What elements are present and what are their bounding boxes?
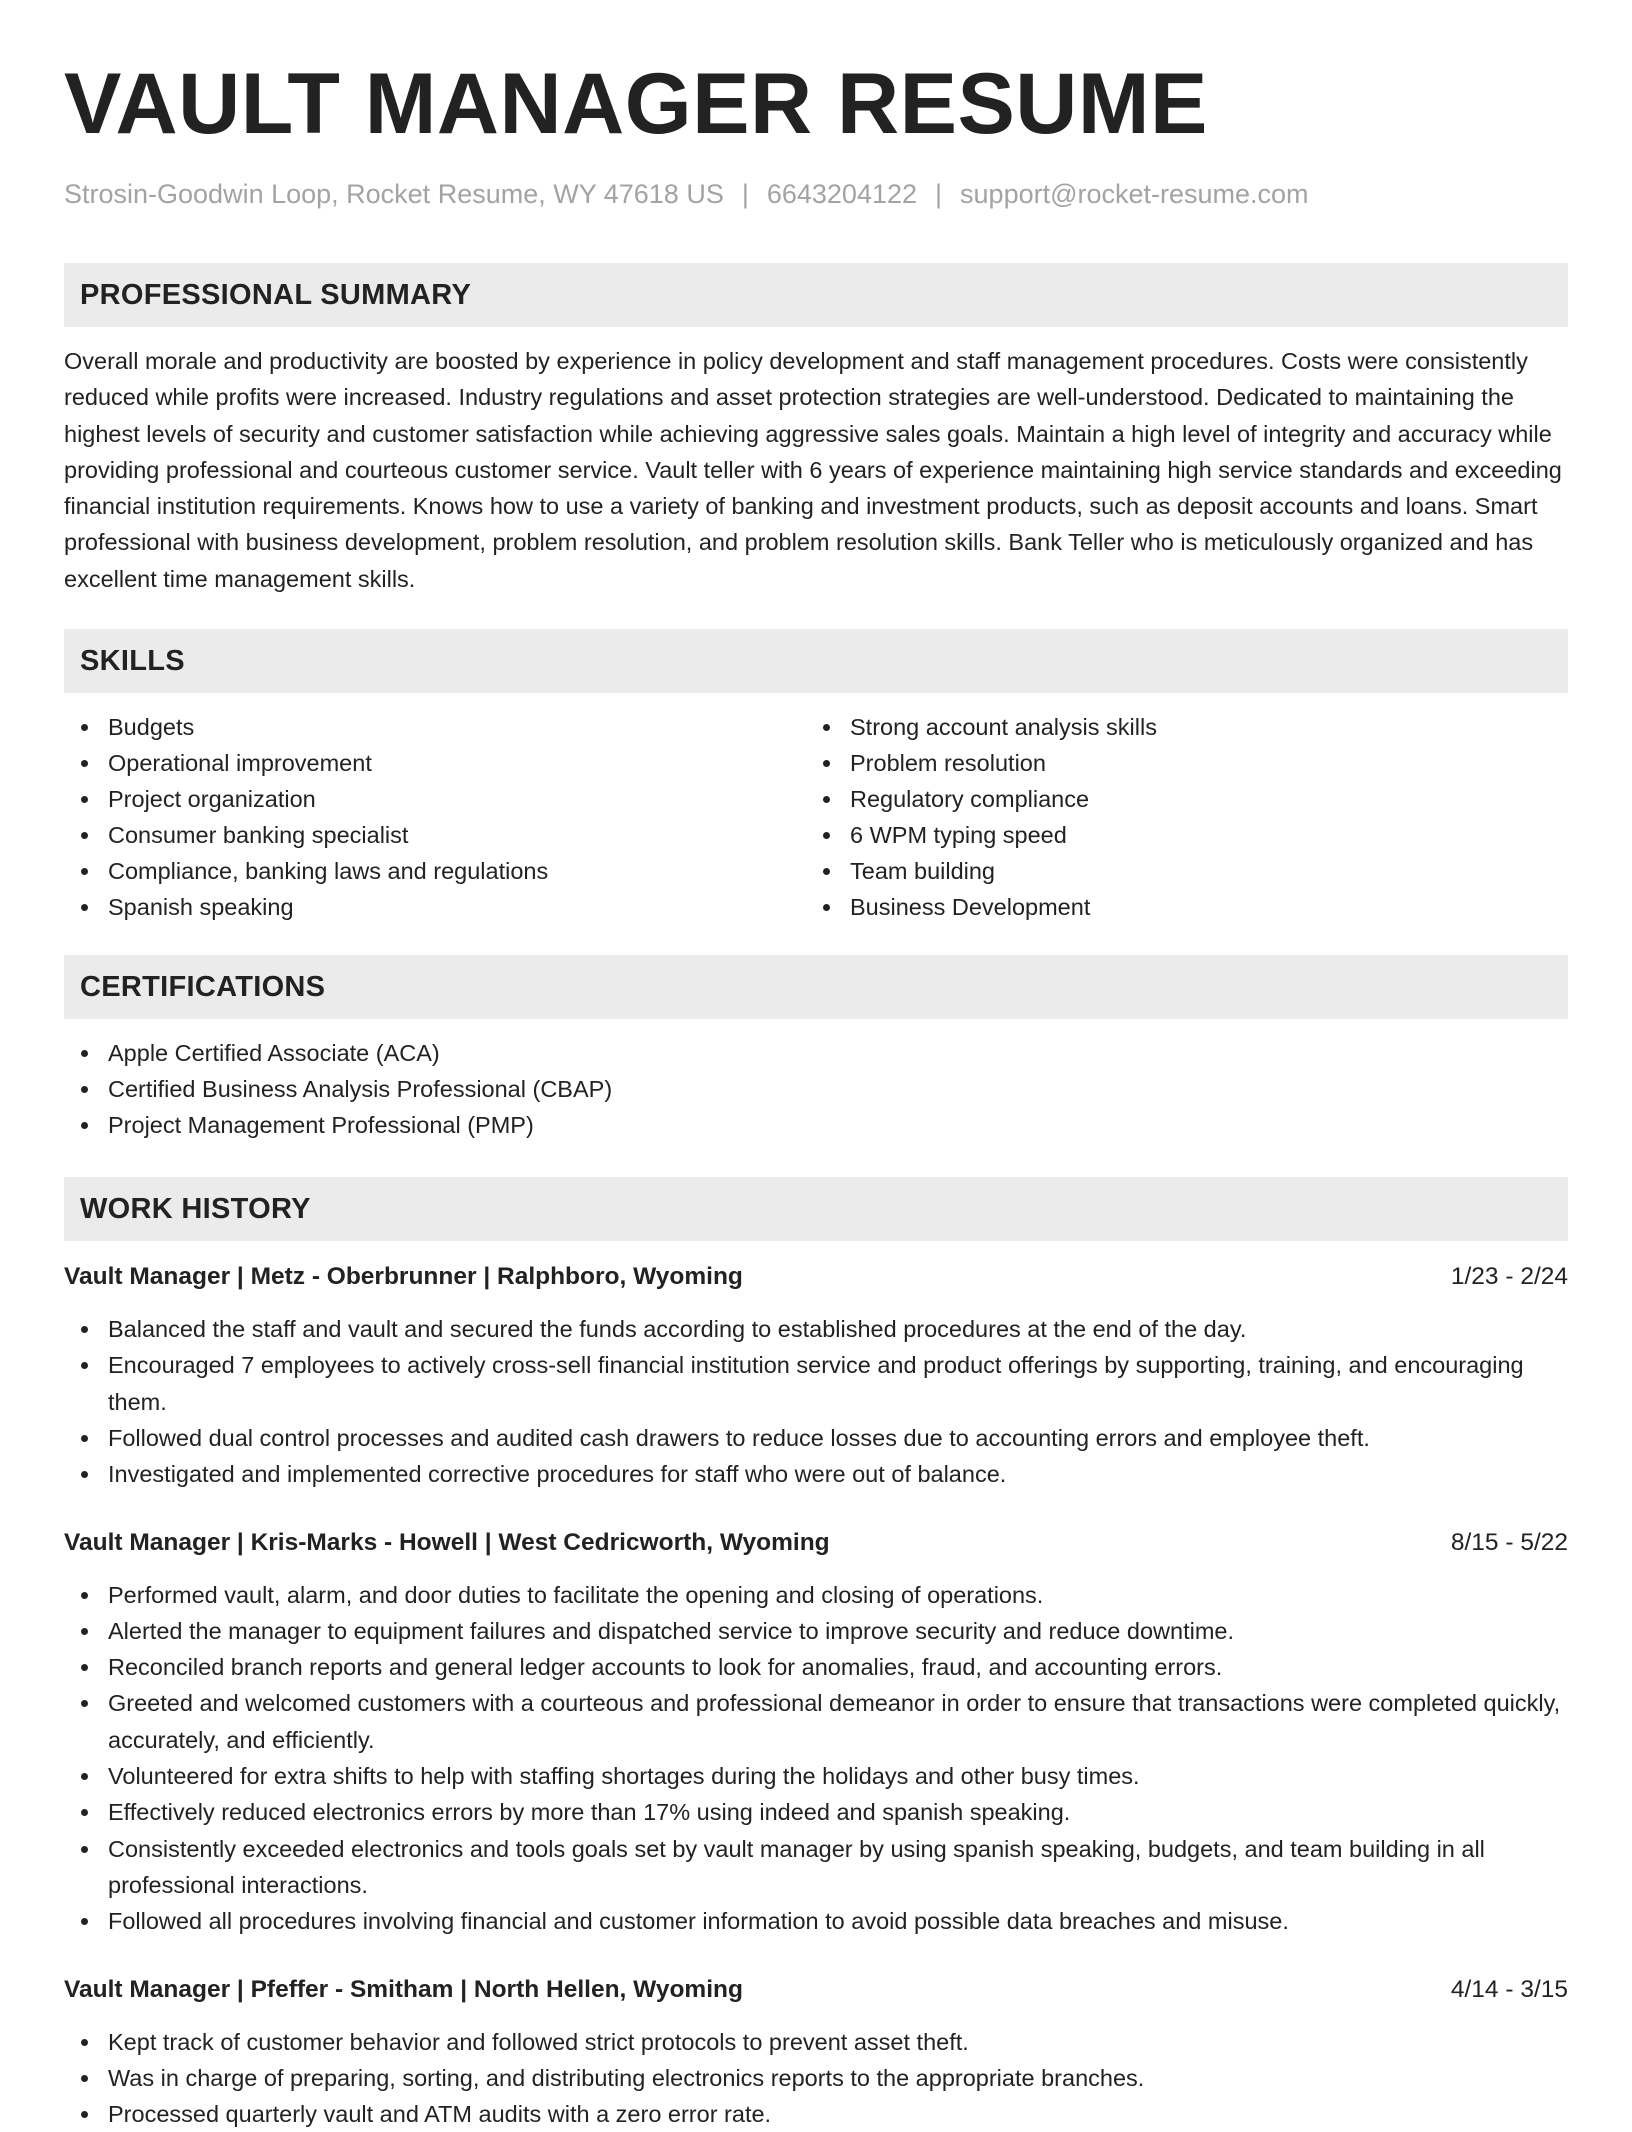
- job-bullets: [64, 2024, 1568, 2132]
- job-bullet: Performed vault, alarm, and door duties to facilitate the opening and closing of operations.: [64, 1577, 1568, 1613]
- certifications-list: [64, 1035, 1568, 1143]
- job-bullet: Effectively reduced electronics errors by more than 17% using indeed and spanish speaking.: [64, 1794, 1568, 1830]
- job-bullet: Consistently exceeded electronics and tools goals set by vault manager by using spanish speaking, budgets, and team building in all professional interactions.: [64, 1831, 1568, 1904]
- job-dates: 8/15 - 5/22: [1450, 1528, 1568, 1556]
- skills-list-right: [806, 709, 1548, 925]
- skill-item: Team building: [806, 853, 1548, 889]
- resume-title: VAULT MANAGER RESUME: [64, 56, 1208, 152]
- job-bullet: Greeted and welcomed customers with a courteous and professional demeanor in order to ensure that transactions were completed quickly, accurately, and efficiently.: [64, 1685, 1568, 1758]
- skill-item: Business Development: [806, 889, 1548, 925]
- job-entry: [64, 1972, 1568, 2132]
- job-bullet: Volunteered for extra shifts to help with staffing shortages during the holidays and other busy times.: [64, 1758, 1568, 1794]
- resume-page: [64, 0, 1568, 2132]
- skills-column-left: [64, 709, 806, 925]
- skills-heading: SKILLS: [64, 629, 1568, 693]
- summary-heading: PROFESSIONAL SUMMARY: [64, 263, 1568, 327]
- skills-section: [64, 629, 1568, 925]
- summary-section: [64, 263, 1568, 597]
- job-header: [64, 1259, 1568, 1295]
- job-bullet: Kept track of customer behavior and followed strict protocols to prevent asset theft.: [64, 2024, 1568, 2060]
- job-bullet: Investigated and implemented corrective procedures for staff who were out of balance.: [64, 1456, 1568, 1492]
- certifications-section: [64, 955, 1568, 1143]
- job-entry: [64, 1525, 1568, 1940]
- job-bullet: Alerted the manager to equipment failures and dispatched service to improve security and reduce downtime.: [64, 1613, 1568, 1649]
- job-bullet: Balanced the staff and vault and secured the funds according to established procedures at the end of the day.: [64, 1311, 1568, 1347]
- certification-item: Apple Certified Associate (ACA): [64, 1035, 1568, 1071]
- contact-email: support@rocket-resume.com: [960, 179, 1309, 209]
- skills-list-left: [64, 709, 806, 925]
- skill-item: Operational improvement: [64, 745, 806, 781]
- work-history-heading: WORK HISTORY: [64, 1177, 1568, 1241]
- contact-separator: |: [741, 179, 749, 209]
- contact-separator: |: [935, 179, 943, 209]
- job-bullet: Encouraged 7 employees to actively cross-sell financial institution service and product offerings by supporting, training, and encouraging them.: [64, 1347, 1568, 1420]
- job-bullet: Followed all procedures involving financial and customer information to avoid possible data breaches and misuse.: [64, 1903, 1568, 1939]
- skills-column-right: [806, 709, 1548, 925]
- skill-item: 6 WPM typing speed: [806, 817, 1548, 853]
- job-bullets: [64, 1577, 1568, 1940]
- certifications-heading: CERTIFICATIONS: [64, 955, 1568, 1019]
- job-bullet: Was in charge of preparing, sorting, and distributing electronics reports to the appropriate branches.: [64, 2060, 1568, 2096]
- work-history-section: [64, 1177, 1568, 2132]
- job-header: [64, 1525, 1568, 1561]
- skill-item: Project organization: [64, 781, 806, 817]
- skills-grid: [64, 709, 1568, 925]
- job-title: Vault Manager | Pfeffer - Smitham | North Hellen, Wyoming: [64, 1975, 743, 2003]
- job-title: Vault Manager | Kris-Marks - Howell | West Cedricworth, Wyoming: [64, 1528, 830, 1556]
- skill-item: Compliance, banking laws and regulations: [64, 853, 806, 889]
- skill-item: Spanish speaking: [64, 889, 806, 925]
- job-header: [64, 1972, 1568, 2008]
- contact-phone: 6643204122: [766, 179, 918, 209]
- skill-item: Budgets: [64, 709, 806, 745]
- contact-address: Strosin-Goodwin Loop, Rocket Resume, WY 47618 US: [64, 179, 724, 209]
- skill-item: Problem resolution: [806, 745, 1548, 781]
- job-title: Vault Manager | Metz - Oberbrunner | Ralphboro, Wyoming: [64, 1263, 743, 1291]
- job-bullet: Reconciled branch reports and general ledger accounts to look for anomalies, fraud, and accounting errors.: [64, 1649, 1568, 1685]
- summary-text: Overall morale and productivity are boosted by experience in policy development and staff management procedures. Costs were consistently reduced while profits were increased. Industry regulations and asset protection strategies are well-understood. Dedicated to maintaining the highest levels of security and customer satisfaction while achieving aggressive sales goals. Maintain a high level of integrity and accuracy while providing professional and courteous customer service. Vault teller with 6 years of experience maintaining high service standards and exceeding financial institution requirements. Knows how to use a variety of banking and investment products, such as deposit accounts and loans. Smart professional with business development, problem resolution, and problem resolution skills. Bank Teller who is meticulously organized and has excellent time management skills.: [64, 348, 1562, 592]
- job-bullet: Processed quarterly vault and ATM audits with a zero error rate.: [64, 2096, 1568, 2132]
- job-bullets: [64, 1311, 1568, 1492]
- skill-item: Consumer banking specialist: [64, 817, 806, 853]
- skill-item: Strong account analysis skills: [806, 709, 1548, 745]
- certification-item: Project Management Professional (PMP): [64, 1107, 1568, 1143]
- job-dates: 1/23 - 2/24: [1450, 1263, 1568, 1291]
- job-bullet: Followed dual control processes and audited cash drawers to reduce losses due to accounting errors and employee theft.: [64, 1420, 1568, 1456]
- skill-item: Regulatory compliance: [806, 781, 1548, 817]
- job-dates: 4/14 - 3/15: [1450, 1975, 1568, 2003]
- contact-line: [64, 176, 1568, 212]
- certification-item: Certified Business Analysis Professional (CBAP): [64, 1071, 1568, 1107]
- job-entry: [64, 1259, 1568, 1492]
